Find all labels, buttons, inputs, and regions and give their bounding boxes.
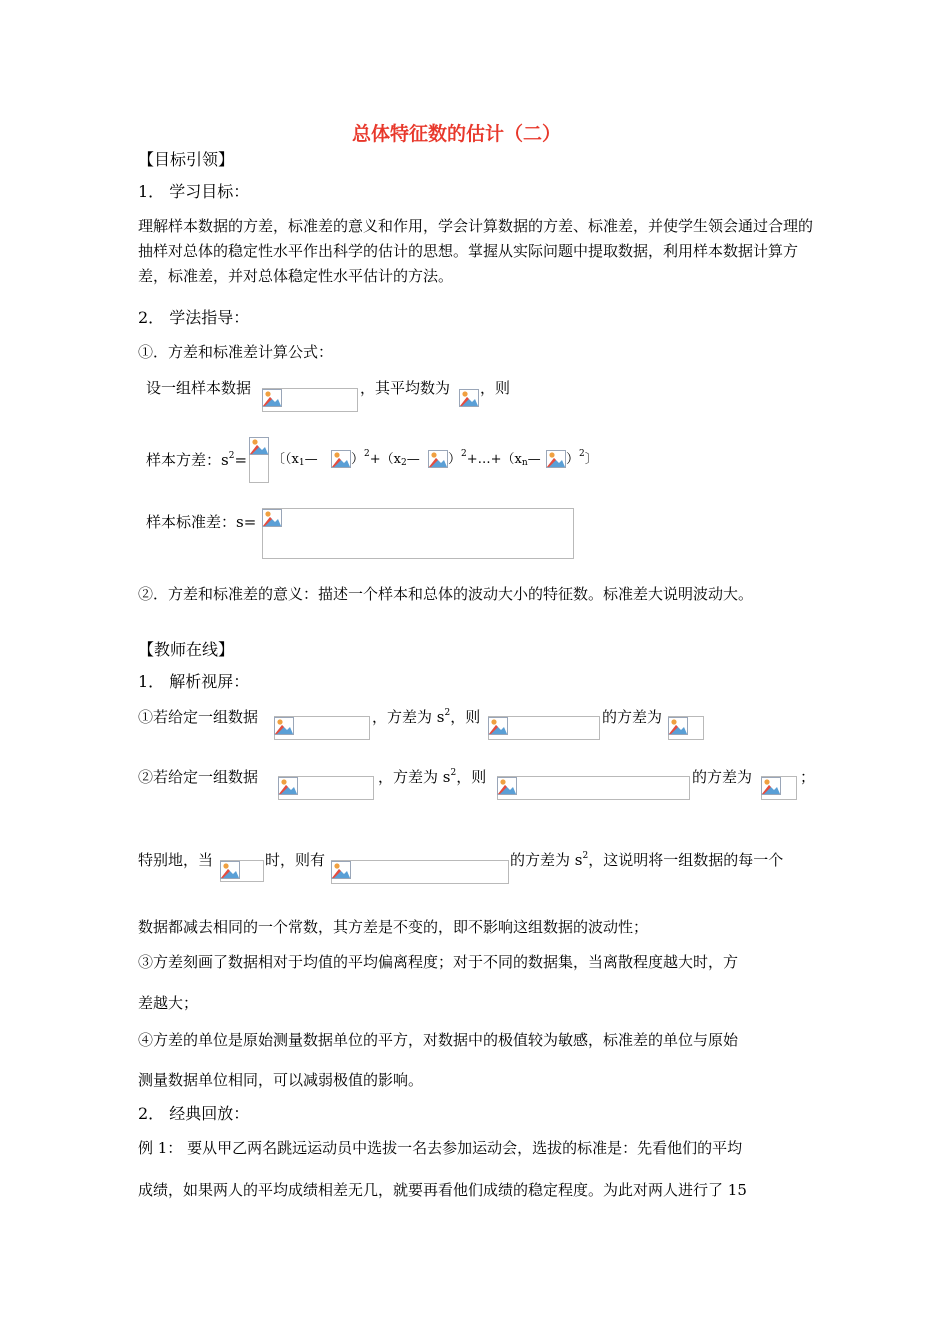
broken-image-icon: [459, 389, 479, 407]
variance-term-1-open: 〔（$x_1—$: [272, 452, 318, 468]
point3-text: ③方差刻画了数据相对于均值的平均偏离程度；对于不同的数据集，当离散程度越大时，方: [138, 953, 739, 971]
item-learning-objective: 1． 学习目标：: [138, 182, 250, 201]
special-text-a: 特别地，当: [138, 851, 214, 869]
formula-image-box: [262, 508, 574, 559]
special-text-line2: 数据都减去相同的一个常数，其方差是不变的，即不影响这组数据的波动性；: [138, 918, 649, 936]
mean-text: ，其平均数为: [360, 379, 451, 397]
point4-text: ④方差的单位是原始测量数据单位的平方，对数据中的极值较为敏感，标准差的单位与原始: [138, 1031, 739, 1049]
rule1-text-a: ①若给定一组数据: [138, 708, 259, 726]
rule1-text-d: 的方差为: [602, 708, 663, 726]
example1-line2: 成绩，如果两人的平均成绩相差无几，就要再看他们成绩的稳定程度。为此对两人进行了 15: [138, 1181, 747, 1199]
special-text-c: 的方差为 $s^2$，这说明将一组数据的每一个: [510, 851, 784, 869]
variance-term-2-open: ）$^2+(x_2—$: [351, 449, 420, 468]
variance-term-n-open: ）$^2+\dots+(x_n—$: [448, 449, 541, 468]
rule2-text-e: ；: [800, 768, 816, 786]
meaning-text: ②．方差和标准差的意义：描述一个样本和总体的波动大小的特征数。标准差大说明波动大。: [138, 585, 754, 603]
sample-data-text: 设一组样本数据: [146, 379, 252, 397]
broken-image-icon: [497, 777, 517, 795]
point4-text-line2: 测量数据单位相同，可以减弱极值的影响。: [138, 1071, 424, 1089]
broken-image-icon: [331, 861, 351, 879]
variance-term-close: ）$^2$〕: [566, 449, 598, 467]
broken-image-icon: [428, 450, 448, 468]
point3-text-line2: 差越大；: [138, 994, 199, 1012]
formula-image-box: [497, 776, 690, 800]
section-heading-teacher: 【教师在线】: [138, 640, 235, 659]
example1-line1: 例 1： 要从甲乙两名跳远运动员中选拔一名去参加运动会，选拔的标准是：先看他们的平均: [138, 1139, 743, 1157]
section-heading-goals: 【目标引领】: [138, 150, 235, 169]
rule2-text-d: 的方差为: [692, 768, 753, 786]
special-text-b: 时，则有: [265, 851, 326, 869]
rule2-text-a: ②若给定一组数据: [138, 768, 259, 786]
formula-image-box: [331, 860, 509, 884]
broken-image-icon: [546, 450, 566, 468]
page-title: 总体特征数的估计（二）: [352, 123, 562, 145]
item-classic-review: 2． 经典回放：: [138, 1104, 250, 1123]
rule1-text-b: ，方差为 $s^2$，则: [372, 708, 481, 726]
broken-image-icon: [761, 777, 781, 795]
broken-image-icon: [220, 861, 240, 879]
then-text: ，则: [480, 379, 511, 397]
item-study-method: 2． 学法指导：: [138, 308, 250, 327]
item-analysis: 1． 解析视屏：: [138, 672, 250, 691]
broken-image-icon: [488, 717, 508, 735]
rule2-text-b: ，方差为 $s^2$，则: [378, 768, 487, 786]
formula-title: ①．方差和标准差计算公式：: [138, 343, 334, 361]
objective-paragraph: 理解样本数据的方差，标准差的意义和作用，学会计算数据的方差、标准差，并使学生领会通过合理的抽样对总体的稳定性水平作出科学的估计的思想。掌握从实际问题中提取数据，利用样本数据计算方差，标准差，并对总体稳定性水平估计的方法。: [138, 217, 814, 285]
broken-image-icon: [274, 717, 294, 735]
broken-image-icon: [249, 437, 269, 455]
std-label: 样本标准差：s=: [146, 513, 257, 531]
variance-label: 样本方差：$s^2=$: [146, 451, 248, 469]
broken-image-icon: [262, 389, 282, 407]
broken-image-icon: [278, 777, 298, 795]
broken-image-icon: [668, 717, 688, 735]
broken-image-icon: [262, 509, 282, 527]
broken-image-icon: [331, 450, 351, 468]
